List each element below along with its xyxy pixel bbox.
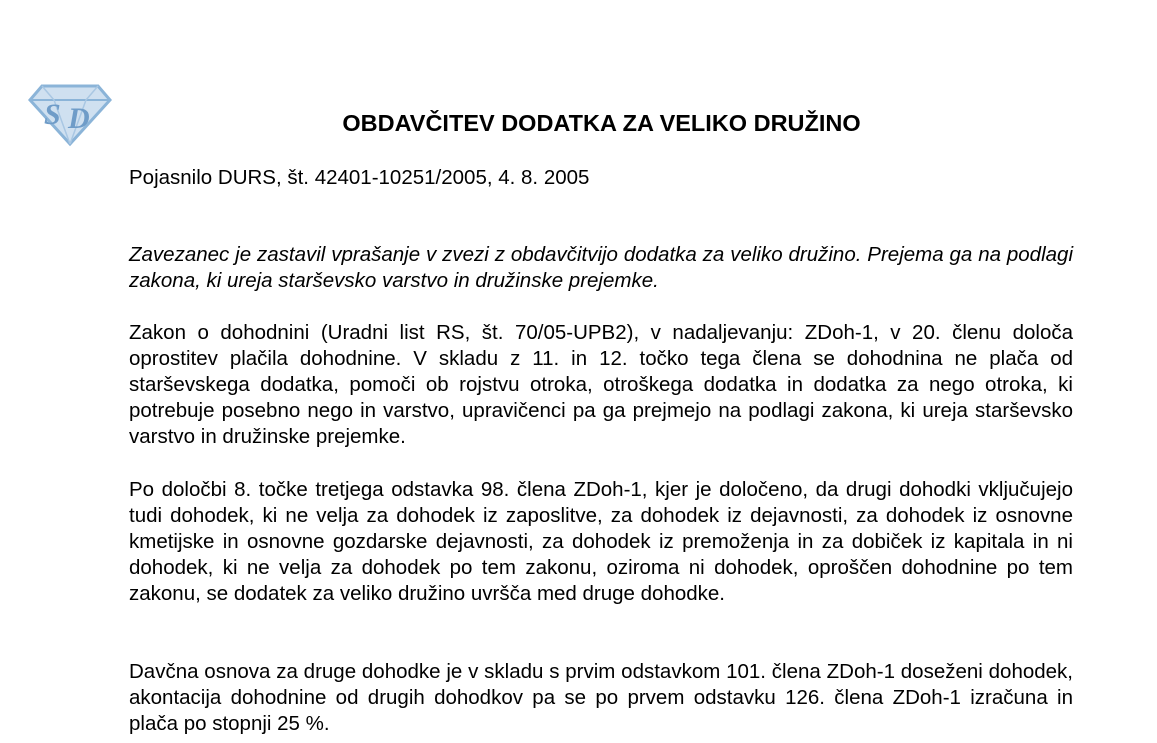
svg-text:S: S bbox=[44, 98, 61, 131]
svg-text:D: D bbox=[68, 102, 90, 135]
body-paragraph-tax-base: Davčna osnova za druge dohodke je v skladu s prvim odstavkom 101. člena ZDoh-1 doseženi dohodek, akontacija dohodnine od drugih dohodkov pa se po prvem odstavku 126. člena ZDoh-1 izračuna in plača po stopnji 25 %. bbox=[129, 660, 1073, 735]
body-paragraph-provision: Po določbi 8. točke tretjega odstavka 98. člena ZDoh-1, kjer je določeno, da drugi dohodki vključujejo tudi dohodek, ki ne velja za dohodek iz zaposlitve, za dohodek iz dejavnosti, za dohodek iz osnovne kmetijske in osnovne gozdarske dejavnosti, za dohodek iz premoženja in za dobiček iz kapitala in ni dohodek, ki ne velja za dohodek po tem zakonu, oziroma ni dohodek, oproščen dohodnine po tem zakonu, se dodatek za veliko družino uvršča med druge dohodke. bbox=[129, 478, 1073, 605]
question-paragraph: Zavezanec je zastavil vprašanje v zvezi z obdavčitvijo dodatka za veliko družino. Prejema ga na podlagi zakona, ki ureja starševsko varstvo in družinske prejemke. bbox=[129, 243, 1073, 292]
document-title: OBDAVČITEV DODATKA ZA VELIKO DRUŽINO bbox=[342, 110, 861, 136]
document-reference: Pojasnilo DURS, št. 42401-10251/2005, 4. 8. 2005 bbox=[129, 166, 590, 189]
body-paragraph-law: Zakon o dohodnini (Uradni list RS, št. 70/05-UPB2), v nadaljevanju: ZDoh-1, v 20. členu določa oprostitev plačila dohodnine. V skladu z 11. in 12. točko tega člena se dohodnina ne plača od starševskega dodatka, pomoči ob rojstvu otroka, otroškega dodatka in dodatka za nego otroka, ki potrebuje posebno nego in varstvo, upravičenci pa ga prejmejo na podlagi zakona, ki ureja starševsko varstvo in družinske prejemke. bbox=[129, 321, 1073, 448]
